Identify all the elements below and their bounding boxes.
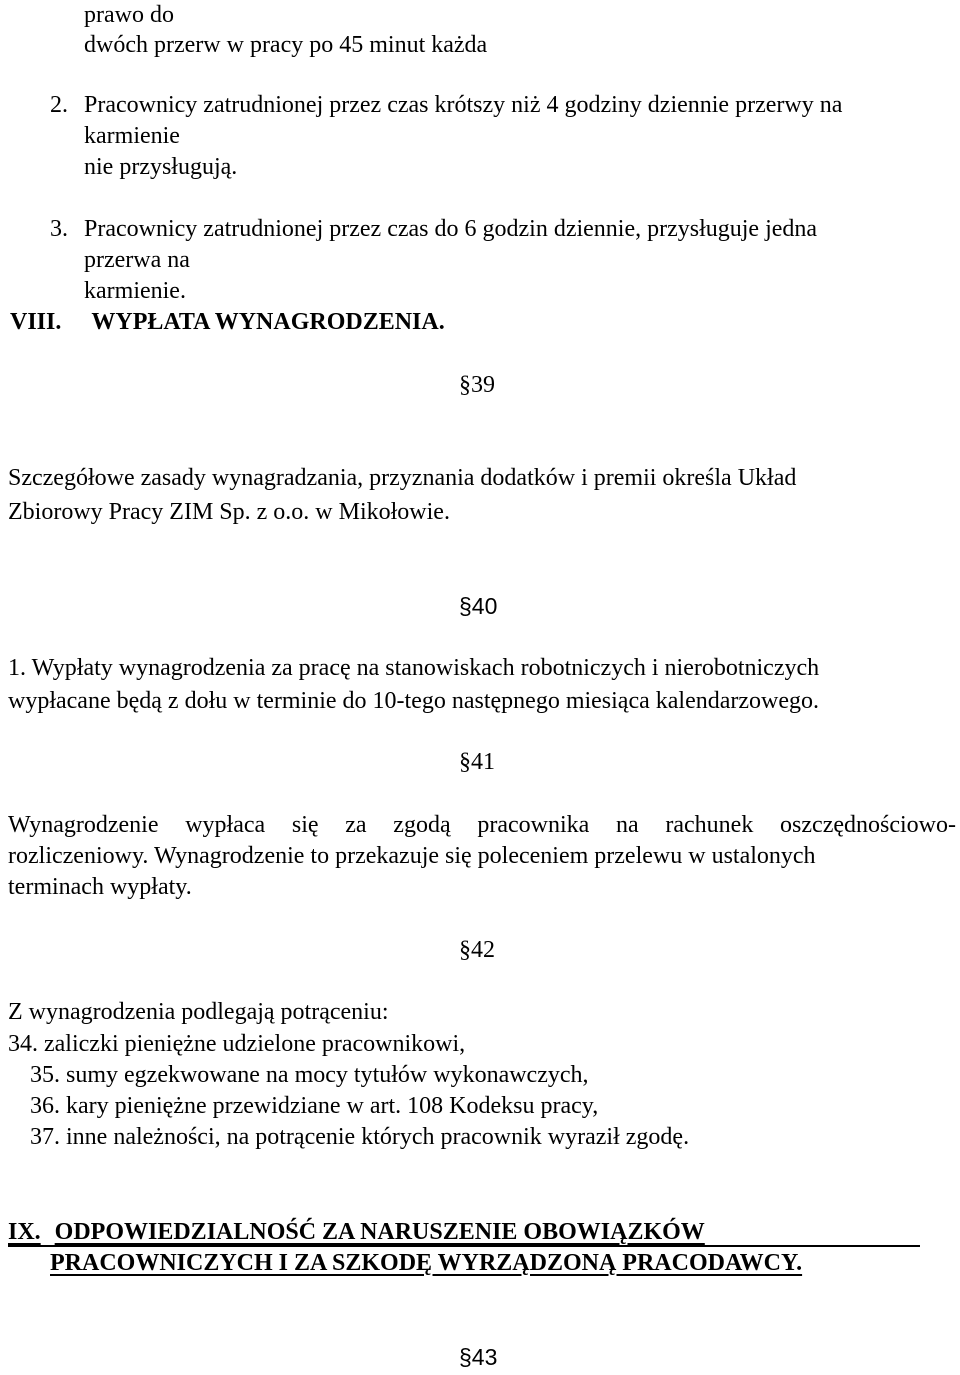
list-item [8,1029,465,1059]
list-item-number: 37. [30,1124,60,1150]
item2-line2: karmienie [84,123,180,149]
section-sign: § [459,372,471,398]
section-39-mark: §39 [459,372,495,398]
list-item [30,1122,689,1152]
list-item-text: kary pieniężne przewidziane w art. 108 Kodeksu pracy, [66,1093,599,1119]
item2-line1: Pracownicy zatrudnionej przez czas krótszy niż 4 godziny dziennie przerwy na [84,92,843,118]
section-sign: § [459,593,472,619]
chapter9-heading-line2 [50,1248,802,1278]
s40-line2: wypłacane będą z dołu w terminie do 10-tego następnego miesiąca kalendarzowego. [8,688,820,714]
list-item [30,1060,589,1090]
list-item-text: zaliczki pieniężne udzielone pracownikowi, [44,1031,466,1057]
list-item [30,1091,598,1121]
chapter8-title: WYPŁATA WYNAGRODZENIA. [91,309,445,335]
section-41-mark: §41 [459,749,495,775]
section-sign: § [459,937,471,963]
section-40-mark: §40 [459,593,498,619]
section-43-mark: §43 [459,1344,498,1370]
s41-line1: Wynagrodzenie wypłaca się za zgodą pracownika na rachunek oszczędnościowo- [8,812,956,838]
item3-line1: Pracownicy zatrudnionej przez czas do 6 godzin dziennie, przysługuje jedna [84,216,818,242]
section-42-mark: §42 [459,937,495,963]
chapter9-heading-line1 [8,1217,705,1247]
list-item-number: 34. [8,1031,38,1057]
chapter9-title-line1: ODPOWIEDZIALNOŚĆ ZA NARUSZENIE OBOWIĄZKÓW [54,1219,705,1245]
item2-number: 2. [50,92,68,118]
item3-line3: karmienie. [84,278,186,304]
item3-line2: przerwa na [84,247,190,273]
s40-line1: 1. Wypłaty wynagrodzenia za pracę na stanowiskach robotniczych i nierobotniczych [8,655,820,681]
item2-line3: nie przysługują. [84,154,238,180]
chapter9-number: IX. [8,1219,41,1245]
s42-intro: Z wynagrodzenia podlegają potrąceniu: [8,999,389,1025]
list-item-number: 35. [30,1062,60,1088]
item3-number: 3. [50,216,68,242]
chapter8-heading [10,307,445,337]
chapter9-title-line2: PRACOWNICZYCH I ZA SZKODĘ WYRZĄDZONĄ PRACODAWCY. [50,1250,803,1276]
s39-line2: Zbiorowy Pracy ZIM Sp. z o.o. w Mikołowie. [8,499,450,525]
s41-line2: rozliczeniowy. Wynagrodzenie to przekazuje się poleceniem przelewu w ustalonych [8,843,816,869]
item1-cont-line1: prawo do [84,2,174,28]
s39-line1: Szczegółowe zasady wynagradzania, przyznania dodatków i premii określa Układ [8,465,797,491]
chapter8-number: VIII. [10,309,62,335]
section-sign: § [459,749,471,775]
list-item-text: sumy egzekwowane na mocy tytułów wykonawczych, [66,1062,589,1088]
list-item-text: inne należności, na potrącenie których pracownik wyraził zgodę. [66,1124,690,1150]
chapter9-underline-rule [8,1245,920,1247]
s41-line3: terminach wypłaty. [8,874,192,900]
list-item-number: 36. [30,1093,60,1119]
section-sign: § [459,1344,472,1370]
item1-cont-line2: dwóch przerw w pracy po 45 minut każda [84,32,488,58]
